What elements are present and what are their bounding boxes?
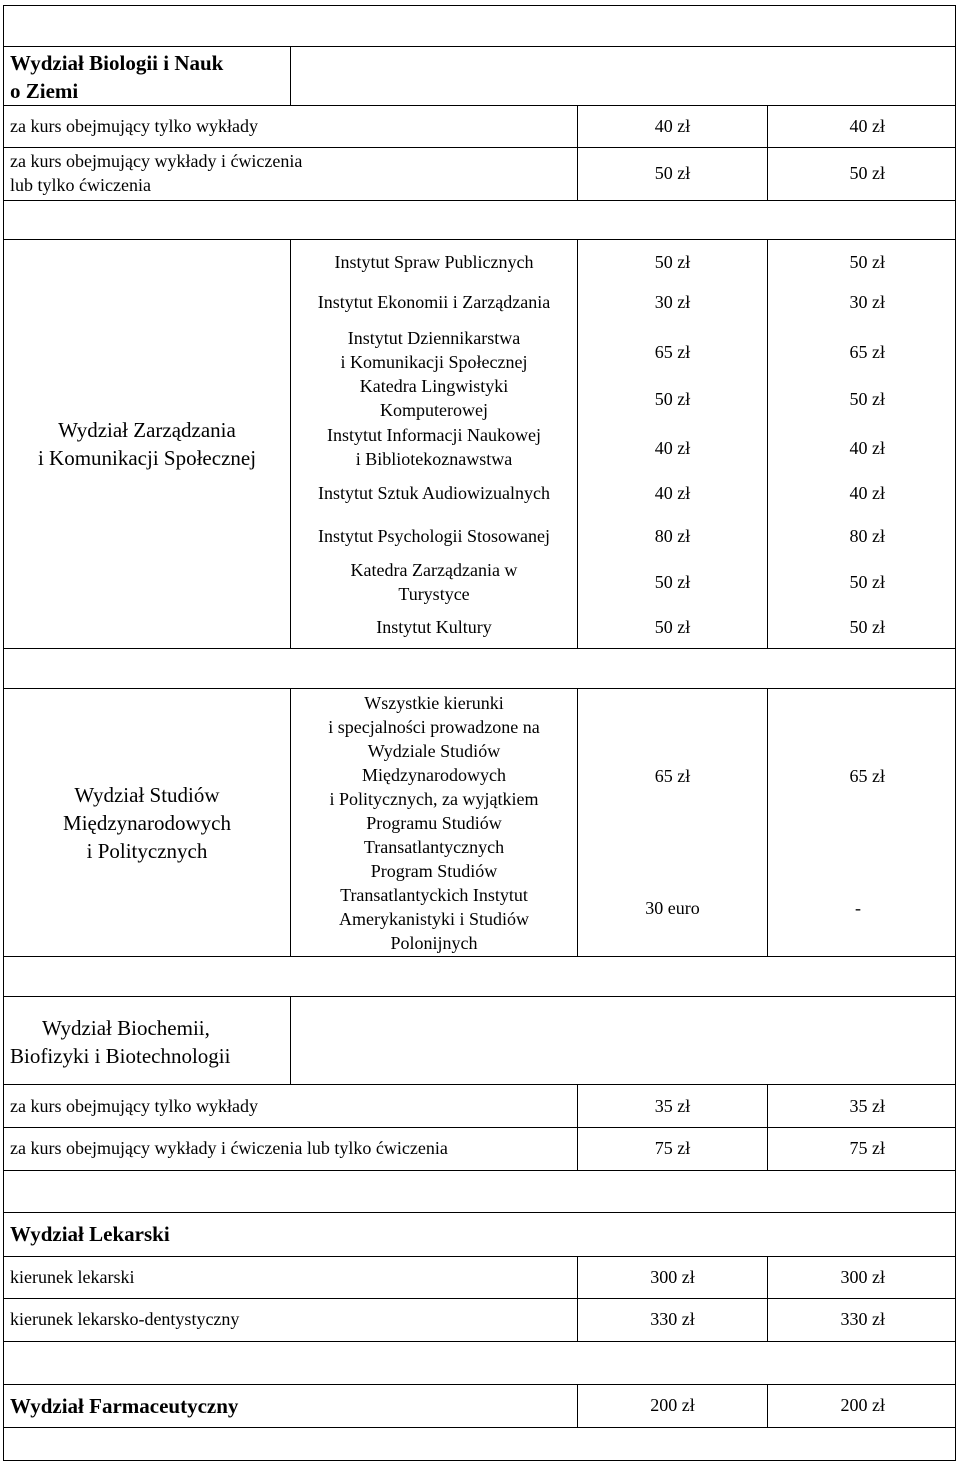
fee-value: 50 zł: [849, 617, 885, 637]
fee-value: 50 zł: [654, 389, 691, 409]
rule: [3, 147, 956, 148]
programme-label-line: Polonijnych: [390, 933, 478, 953]
programme-label-line: Wszystkie kierunki: [364, 693, 504, 713]
faculty-title-line: i Komunikacji Społecznej: [37, 446, 257, 470]
rule: [3, 1341, 956, 1342]
faculty-title-line: Biofizyki i Biotechnologii: [10, 1044, 231, 1068]
faculty-title-pharmacy: Wydział Farmaceutyczny: [10, 1394, 239, 1418]
course-label: za kurs obejmujący tylko wykłady: [10, 116, 258, 136]
fee-value: 35 zł: [849, 1096, 885, 1116]
programme-label-line: i Politycznych, za wyjątkiem: [329, 789, 539, 809]
institute-label-line: Katedra Zarządzania w: [350, 560, 518, 580]
fee-value: 40 zł: [654, 483, 691, 503]
rule: [3, 1298, 956, 1299]
institute-label: [291, 326, 577, 374]
course-label: [10, 149, 302, 197]
rule: [3, 239, 956, 240]
rule: [290, 996, 291, 1084]
course-label: za kurs obejmujący tylko wykłady: [10, 1096, 258, 1116]
programme-label-line: i specjalności prowadzone na: [328, 717, 540, 737]
programme-label-line: Transatlantyckich Instytut: [340, 885, 528, 905]
fee-value: 35 zł: [654, 1096, 691, 1116]
institute-label: Instytut Kultury: [376, 617, 492, 637]
fee-value: 300 zł: [650, 1267, 695, 1287]
fee-value: 50 zł: [849, 163, 885, 183]
rule: [3, 1127, 956, 1128]
fee-value: 50 zł: [849, 252, 885, 272]
programme-label-line: Program Studiów: [370, 861, 498, 881]
programme-label: [291, 859, 577, 955]
institute-label: [291, 558, 577, 606]
programme-label-line: Programu Studiów: [366, 813, 502, 833]
institute-label-line: Instytut Informacji Naukowej: [327, 425, 541, 445]
fee-value: 40 zł: [654, 438, 691, 458]
fee-value: 300 zł: [840, 1267, 885, 1287]
rule: [290, 46, 291, 105]
fee-value: 50 zł: [849, 572, 885, 592]
fee-value: 50 zł: [849, 389, 885, 409]
fee-value: 40 zł: [654, 116, 691, 136]
rule: [3, 1460, 956, 1461]
course-label-line: lub tylko ćwiczenia: [10, 175, 151, 195]
faculty-title-biology: [10, 49, 223, 105]
fee-value: 50 zł: [654, 572, 691, 592]
faculty-title-line: Wydział Biochemii,: [42, 1016, 210, 1040]
faculty-title-international: [4, 781, 290, 865]
faculty-title-line: i Politycznych: [86, 839, 208, 863]
rule: [3, 648, 956, 649]
institute-label-line: i Bibliotekoznawstwa: [355, 449, 513, 469]
rule: [3, 105, 956, 106]
rule: [3, 1384, 956, 1385]
fee-value: 330 zł: [840, 1309, 885, 1329]
institute-label-line: Katedra Lingwistyki: [359, 376, 509, 396]
institute-label-line: Instytut Dziennikarstwa: [347, 328, 521, 348]
faculty-title-line: Wydział Biologii i Nauk: [10, 51, 224, 75]
fee-value: 65 zł: [654, 766, 691, 786]
table-border-left: [3, 5, 4, 1460]
fee-value: 40 zł: [849, 438, 885, 458]
programme-label-line: Międzynarodowych: [362, 765, 506, 785]
fee-value: 65 zł: [849, 342, 885, 362]
course-label: kierunek lekarsko-dentystyczny: [10, 1309, 240, 1329]
institute-label: [291, 423, 577, 471]
programme-label-line: Amerykanistyki i Studiów: [339, 909, 529, 929]
fee-value: 50 zł: [654, 617, 691, 637]
rule: [3, 1427, 956, 1428]
fee-value: 330 zł: [650, 1309, 695, 1329]
rule: [3, 996, 956, 997]
fee-value: 50 zł: [654, 252, 691, 272]
fee-value: 75 zł: [654, 1138, 691, 1158]
faculty-title-line: Wydział Studiów: [74, 783, 220, 807]
course-label: za kurs obejmujący wykłady i ćwiczenia lub tylko ćwiczenia: [10, 1138, 448, 1158]
rule: [3, 1256, 956, 1257]
institute-label-line: Turystyce: [398, 584, 470, 604]
fee-value: -: [855, 898, 861, 918]
rule: [3, 5, 956, 6]
institute-label-line: i Komunikacji Społecznej: [340, 352, 528, 372]
fee-value: 75 zł: [849, 1138, 885, 1158]
fee-value: 40 zł: [849, 116, 885, 136]
faculty-title-line: o Ziemi: [10, 79, 79, 103]
institute-label: [291, 374, 577, 422]
institute-label: Instytut Ekonomii i Zarządzania: [317, 292, 551, 312]
fee-value: 65 zł: [849, 766, 885, 786]
fee-value: 30 zł: [849, 292, 885, 312]
programme-label-line: Transatlantycznych: [363, 837, 505, 857]
fee-value: 80 zł: [849, 526, 885, 546]
fee-value: 40 zł: [849, 483, 885, 503]
fee-value: 30 zł: [654, 292, 691, 312]
institute-label: Instytut Spraw Publicznych: [334, 252, 534, 272]
fee-value: 50 zł: [654, 163, 691, 183]
fee-value: 200 zł: [650, 1395, 695, 1415]
rule: [3, 1084, 956, 1085]
institute-label: Instytut Psychologii Stosowanej: [317, 526, 550, 546]
table-border-right: [955, 5, 956, 1460]
rule: [3, 688, 956, 689]
faculty-title-line: Wydział Zarządzania: [58, 418, 236, 442]
programme-label: [291, 691, 577, 859]
rule: [3, 200, 956, 201]
fee-value: 65 zł: [654, 342, 691, 362]
fee-value: 200 zł: [840, 1395, 885, 1415]
rule: [3, 1212, 956, 1213]
course-label-line: za kurs obejmujący wykłady i ćwiczenia: [10, 151, 303, 171]
faculty-title-medical: Wydział Lekarski: [10, 1222, 170, 1246]
fee-value: 30 euro: [645, 898, 700, 918]
institute-label-line: Komputerowej: [380, 400, 488, 420]
rule: [3, 956, 956, 957]
programme-label-line: Wydziale Studiów: [367, 741, 501, 761]
fee-value: 80 zł: [654, 526, 691, 546]
faculty-title-biochemistry: [10, 1014, 230, 1070]
rule: [3, 1170, 956, 1171]
course-label: kierunek lekarski: [10, 1267, 135, 1287]
institute-label: Instytut Sztuk Audiowizualnych: [318, 483, 550, 503]
faculty-title-management: [4, 416, 290, 472]
rule: [3, 46, 956, 47]
faculty-title-line: Międzynarodowych: [63, 811, 231, 835]
